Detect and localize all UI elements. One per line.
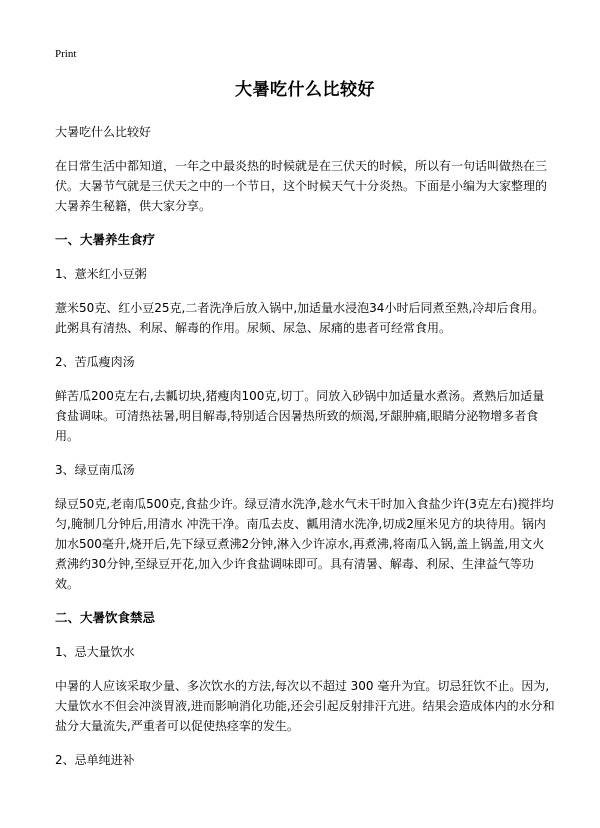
taboo-title-tonic: 2、忌单纯进补: [55, 753, 135, 767]
article-subtitle: 大暑吃什么比较好: [55, 125, 152, 139]
section-heading-food-therapy: 一、大暑养生食疗: [55, 232, 156, 247]
section-heading-diet-taboos: 二、大暑饮食禁忌: [55, 610, 156, 625]
recipe-body-mungbean-pumpkin: 绿豆50克,老南瓜500克,食盐少许。绿豆清水洗净,趁水气未干时加入食盐少许(3克左右)搅拌均匀,腌制几分钟后,用清水 冲洗干净。南瓜去皮、瓤用清水洗净,切成2厘米见方的块待用。锅内加水500毫升,烧开后,先下绿豆煮沸2分钟,淋入少许凉水,再煮沸,将南瓜入锅,盖上锅盖,用文火煮沸约30分钟,至绿豆开花,加入少许食盐调味即可。具有清暑、解毒、利尿、生津益气等功效。: [55, 497, 554, 591]
recipe-title-coix-redbean: 1、薏米红小豆粥: [55, 267, 147, 281]
print-link[interactable]: Print: [55, 48, 77, 60]
article-title: 大暑吃什么比较好: [235, 80, 375, 100]
recipe-title-bittermelon-pork: 2、苦瓜瘦肉汤: [55, 355, 135, 369]
article: [55, 78, 555, 770]
taboo-title-water: 1、忌大量饮水: [55, 645, 135, 659]
taboo-body-water: 中暑的人应该采取少量、多次饮水的方法,每次以不超过 300 毫升为宜。切忌狂饮不止。因为,大量饮水不但会冲淡胃液,进而影响消化功能,还会引起反射排汗亢进。结果会造成体内的水分和盐分大量流失,严重者可以促使热痉挛的发生。: [55, 679, 555, 733]
recipe-body-bittermelon-pork: 鲜苦瓜200克左右,去瓤切块,猪瘦肉100克,切丁。同放入砂锅中加适量水煮汤。煮熟后加适量食盐调味。可清热祛暑,明目解毒,特别适合因暑热所致的烦渴,牙龈肿痛,眼睛分泌物增多者食用。: [55, 389, 545, 443]
recipe-body-coix-redbean: 薏米50克、红小豆25克,二者洗净后放入锅中,加适量水浸泡34小时后同煮至熟,冷却后食用。此粥具有清热、利尿、解毒的作用。尿频、尿急、尿痛的患者可经常食用。: [55, 301, 545, 335]
recipe-title-mungbean-pumpkin: 3、绿豆南瓜汤: [55, 463, 135, 477]
intro-paragraph: 在日常生活中都知道，一年之中最炎热的时候就是在三伏天的时候，所以有一句话叫做热在三伏。大暑节气就是三伏天之中的一个节日，这个时候天气十分炎热。下面是小编为大家整理的大暑养生秘籍，供大家分享。: [55, 159, 548, 213]
